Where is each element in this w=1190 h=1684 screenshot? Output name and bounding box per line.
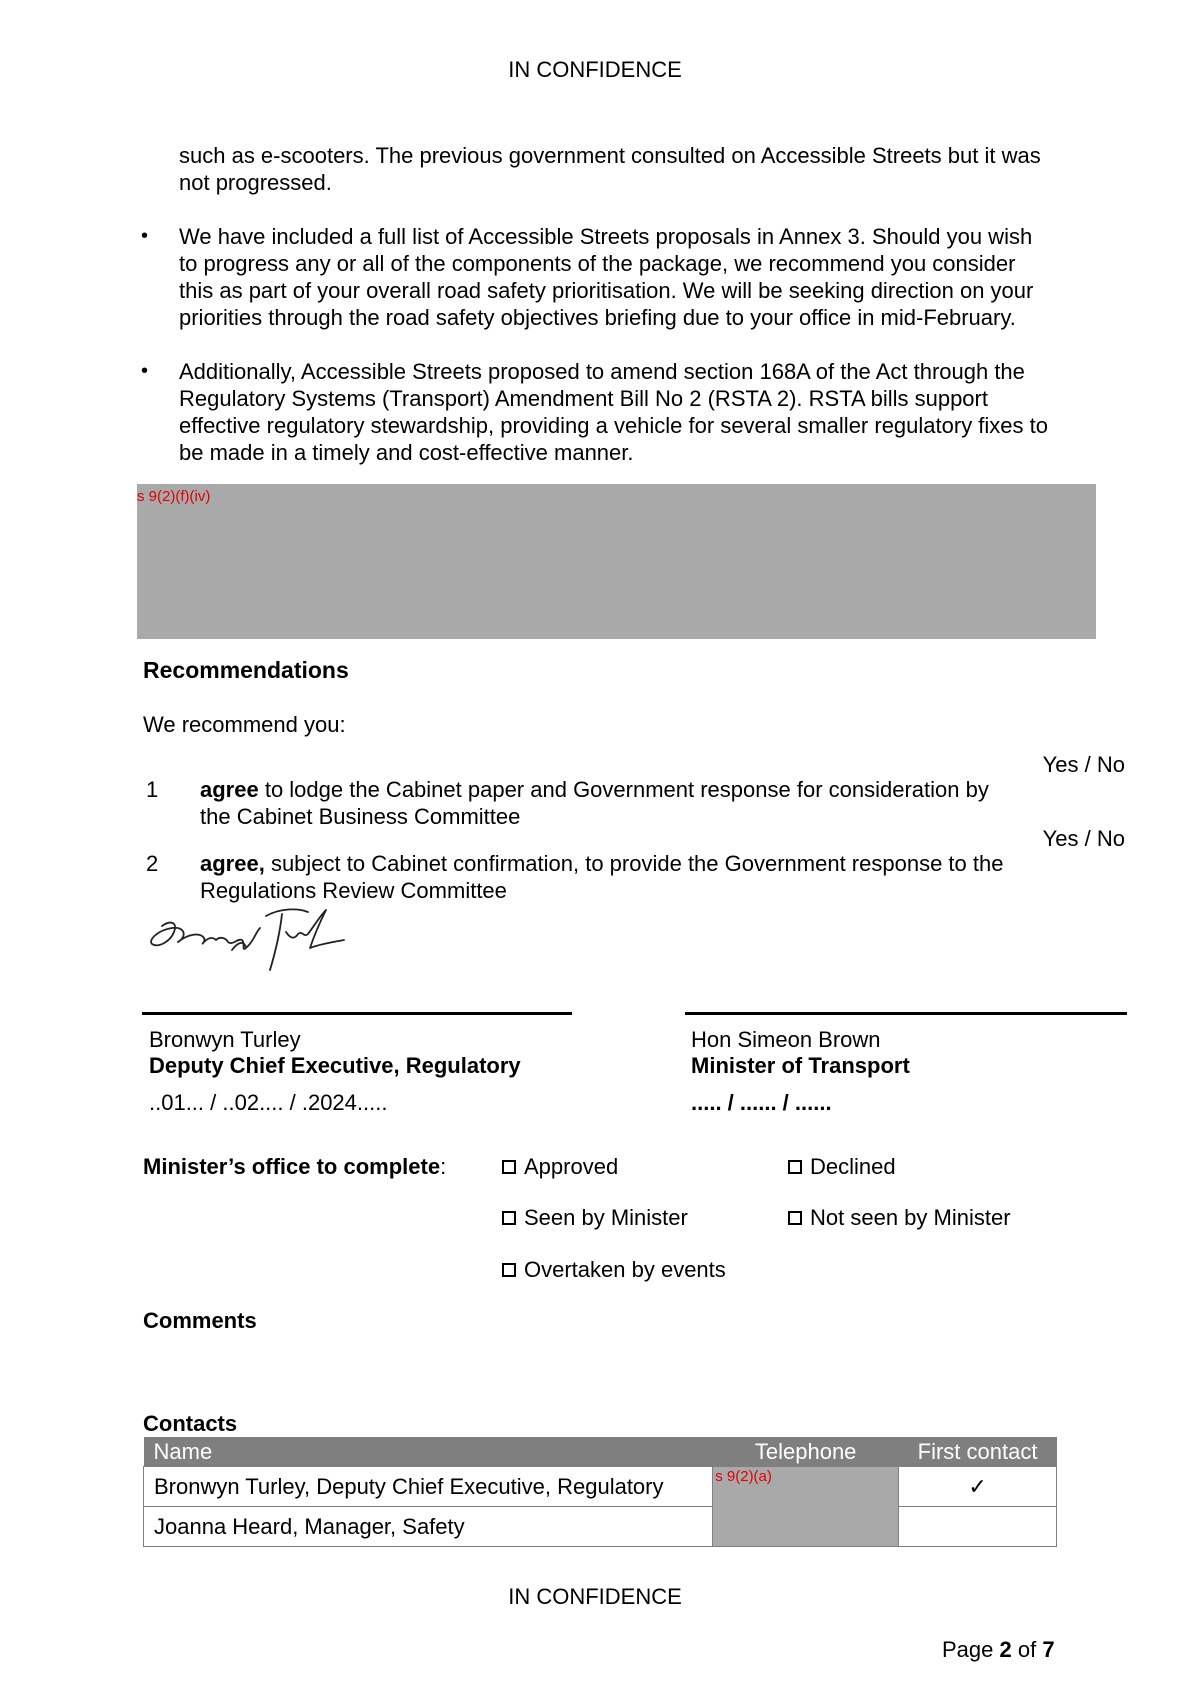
paragraph-line: this as part of your overall road safety prioritisation. We will be seeking direction on your (179, 278, 1034, 303)
recommendation-number: 1 (146, 777, 159, 802)
signatory-name: Hon Simeon Brown (691, 1027, 881, 1052)
signature-line-left (142, 1012, 572, 1015)
contacts-table (143, 1437, 1057, 1547)
yes-no-option-2[interactable]: Yes / No (1042, 826, 1125, 851)
signatory-name: Bronwyn Turley (149, 1027, 301, 1052)
signature-line-right (685, 1012, 1127, 1015)
paragraph-line: be made in a timely and cost-effective manner. (179, 440, 634, 465)
signatory-right (691, 1027, 910, 1116)
recommendations-heading: Recommendations (143, 657, 349, 683)
ministers-office-label: Minister’s office to complete: (143, 1154, 447, 1179)
contact-name: Bronwyn Turley, Deputy Chief Executive, Regulatory (144, 1467, 713, 1507)
page-number: Page 2 of 7 (942, 1637, 1055, 1662)
option-overtaken-by-events[interactable]: Overtaken by events (502, 1256, 726, 1283)
signatory-left (149, 1027, 521, 1116)
checkbox-icon[interactable] (502, 1263, 516, 1277)
signature-date-field[interactable]: ..... / ...... / ...... (691, 1090, 832, 1115)
bullet-icon: • (141, 360, 149, 382)
paragraph-line: Additionally, Accessible Streets proposed to amend section 168A of the Act through the (179, 359, 1025, 384)
table-header-row (144, 1437, 1057, 1467)
paragraph-line: to progress any or all of the components of the package, we recommend you consider (179, 251, 1016, 276)
column-header-name: Name (144, 1437, 713, 1467)
redaction-label: s 9(2)(a) (715, 1468, 772, 1485)
recommendation-text: to lodge the Cabinet paper and Government response for consideration by (258, 777, 989, 802)
signatory-title: Minister of Transport (691, 1053, 910, 1078)
option-declined[interactable]: Declined (788, 1153, 896, 1180)
checkbox-icon[interactable] (502, 1160, 516, 1174)
recommendation-verb: agree, (200, 851, 265, 876)
recommendation-item-1 (200, 776, 1030, 830)
paragraph-line: effective regulatory stewardship, providing a vehicle for several smaller regulatory fixes to (179, 413, 1048, 438)
column-header-first-contact: First contact (899, 1437, 1057, 1467)
table-row (144, 1467, 1057, 1507)
signature-date: ..01... / ..02.... / .2024..... (149, 1090, 388, 1115)
header-confidentiality: IN CONFIDENCE (508, 57, 682, 82)
redaction-label: s 9(2)(f)(iv) (137, 488, 211, 505)
recommendation-text: subject to Cabinet confirmation, to provide the Government response to the (264, 851, 1004, 876)
paragraph-line: We have included a full list of Accessible Streets proposals in Annex 3. Should you wish (179, 224, 1033, 249)
paragraph-line: such as e-scooters. The previous government consulted on Accessible Streets but it was (179, 143, 1041, 168)
checkbox-icon[interactable] (502, 1211, 516, 1225)
first-contact-cell (899, 1507, 1057, 1547)
handwritten-signature (148, 902, 363, 982)
telephone-redaction (713, 1467, 899, 1547)
checkbox-icon[interactable] (788, 1211, 802, 1225)
column-header-telephone: Telephone (713, 1437, 899, 1467)
option-seen-by-minister[interactable]: Seen by Minister (502, 1204, 688, 1231)
contact-name: Joanna Heard, Manager, Safety (144, 1507, 713, 1547)
comments-heading: Comments (143, 1308, 257, 1333)
table-row (144, 1507, 1057, 1547)
checkbox-icon[interactable] (788, 1160, 802, 1174)
recommendations-intro: We recommend you: (143, 712, 346, 737)
paragraph-line: priorities through the road safety objectives briefing due to your office in mid-February. (179, 305, 1016, 330)
signatory-title: Deputy Chief Executive, Regulatory (149, 1053, 521, 1078)
paragraph-continuation (179, 142, 1059, 196)
paragraph-line: Regulatory Systems (Transport) Amendment Bill No 2 (RSTA 2). RSTA bills support (179, 386, 988, 411)
recommendation-item-2 (200, 850, 1030, 904)
yes-no-option-1[interactable]: Yes / No (1042, 752, 1125, 777)
bullet-paragraph-rsta (179, 358, 1059, 466)
recommendation-verb: agree (200, 777, 259, 802)
bullet-icon: • (141, 225, 149, 247)
recommendation-number: 2 (146, 851, 159, 876)
footer-confidentiality: IN CONFIDENCE (508, 1584, 682, 1609)
redaction-block (137, 484, 1096, 639)
contacts-heading: Contacts (143, 1411, 238, 1436)
paragraph-line: not progressed. (179, 170, 332, 195)
recommendation-text: Regulations Review Committee (200, 878, 507, 903)
recommendation-text: the Cabinet Business Committee (200, 804, 521, 829)
first-contact-check-icon: ✓ (899, 1467, 1057, 1507)
option-not-seen-by-minister[interactable]: Not seen by Minister (788, 1204, 1011, 1231)
bullet-paragraph-annex (179, 223, 1059, 331)
option-approved[interactable]: Approved (502, 1153, 618, 1180)
